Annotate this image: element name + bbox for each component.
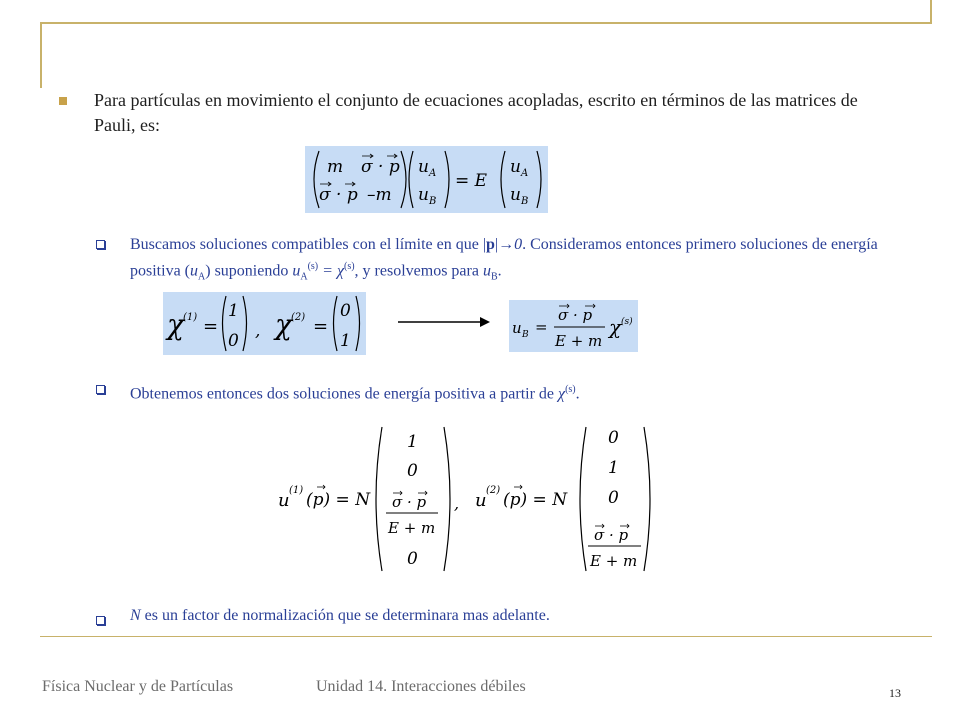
vector-uB-sub: B bbox=[429, 196, 437, 207]
u1-row4: 0 bbox=[407, 549, 418, 569]
sub3-text: es un factor de normalización que se determinara mas adelante. bbox=[140, 607, 550, 624]
rhs-uA: u bbox=[510, 157, 521, 177]
sub1-chi-sup: (s) bbox=[343, 261, 355, 272]
rhs-uA-sub: A bbox=[521, 168, 529, 179]
chi2-eq: = bbox=[313, 316, 329, 337]
uB-symbol: u bbox=[512, 319, 522, 337]
chi1-sup: (1) bbox=[183, 312, 198, 323]
sub1-zero: 0 bbox=[514, 236, 523, 253]
sub3-N: N bbox=[130, 607, 141, 624]
chi-definitions-box bbox=[163, 292, 366, 355]
uB-denominator: E + m bbox=[555, 332, 603, 350]
page-number: 13 bbox=[889, 686, 901, 700]
slide-frame-bottom bbox=[40, 636, 932, 637]
main-bullet-text: Para partículas en movimiento el conjunto de ecuaciones acopladas, escrito en términos de las matrices de Pauli, es: bbox=[94, 90, 858, 135]
spinor-solutions-svg bbox=[276, 423, 656, 575]
vector-uB: u bbox=[418, 185, 429, 205]
chi2-sup: (2) bbox=[291, 312, 306, 323]
coupled-equations-svg bbox=[305, 146, 548, 213]
sub1-uB-sub: B bbox=[490, 271, 498, 283]
square-bullet-icon bbox=[59, 97, 67, 105]
sub1-part4: ) suponiendo bbox=[205, 262, 293, 280]
matrix-minus-m: –m bbox=[367, 185, 392, 205]
chi-definitions-svg bbox=[163, 292, 366, 355]
u2-symbol: u bbox=[475, 490, 487, 511]
uB-sub: B bbox=[522, 330, 529, 340]
sub1-uA-sub: A bbox=[198, 271, 206, 283]
matrix-sigma-p-2: σ · p bbox=[319, 185, 358, 205]
sub2-chi-sup: (s) bbox=[565, 384, 576, 395]
sub1-chi: χ bbox=[336, 262, 344, 280]
rhs-uB-sub: B bbox=[521, 196, 529, 207]
uB-chi: χ bbox=[609, 315, 622, 339]
footer-unit: Unidad 14. Interacciones débiles bbox=[316, 678, 526, 695]
uB-equation-box bbox=[509, 300, 638, 352]
sub1-part1: Buscamos soluciones compatibles con el límite en que | bbox=[130, 236, 487, 253]
slide-frame-top bbox=[40, 22, 932, 24]
uB-chi-sup: (s) bbox=[621, 317, 633, 327]
u2-arg: (p) = N bbox=[503, 490, 568, 510]
rhs-uB: u bbox=[510, 185, 521, 205]
sub2-end: . bbox=[575, 385, 580, 403]
sub-bullet-3-text bbox=[130, 605, 910, 627]
u1-row2: 0 bbox=[407, 461, 418, 481]
u2-row1: 0 bbox=[608, 428, 619, 448]
uB-eq: = bbox=[535, 318, 548, 336]
sub-bullet-1-text bbox=[130, 234, 910, 289]
chi1-bottom: 0 bbox=[228, 331, 239, 351]
hollow-square-bullet-icon bbox=[96, 385, 105, 394]
sub2-text: Obtenemos entonces dos soluciones de energía positiva a partir de bbox=[130, 385, 559, 403]
chi2-bottom: 1 bbox=[340, 331, 351, 351]
sub1-uA2: u bbox=[292, 262, 301, 280]
sub1-part3: . Consideramos entonces primero soluciones de energía positiva ( bbox=[130, 236, 878, 280]
equals-E: = E bbox=[455, 171, 488, 191]
u2-row2: 1 bbox=[608, 458, 619, 478]
coupled-equations-box bbox=[305, 146, 548, 213]
u2-denominator: E + m bbox=[590, 552, 638, 570]
sub2-chi: χ bbox=[558, 385, 566, 403]
u1-row1: 1 bbox=[407, 432, 418, 452]
footer-course: Física Nuclear y de Partículas bbox=[42, 678, 234, 695]
hollow-square-bullet-icon bbox=[96, 240, 105, 249]
chi1-top: 1 bbox=[228, 301, 239, 321]
vector-uA: u bbox=[418, 157, 429, 177]
u1-arg: (p) = N bbox=[306, 490, 371, 510]
sub1-uA2-sup: (s) bbox=[307, 261, 319, 272]
uB-equation-svg bbox=[509, 300, 638, 352]
u1-symbol: u bbox=[278, 490, 290, 511]
u-comma: , bbox=[454, 494, 460, 513]
matrix-m: m bbox=[327, 157, 344, 177]
u1-numerator: σ · p bbox=[392, 493, 427, 511]
hollow-square-bullet-icon bbox=[96, 616, 105, 625]
u1-denominator: E + m bbox=[388, 519, 436, 537]
uB-numerator: σ · p bbox=[558, 306, 593, 324]
sub1-part6: , y resolvemos para bbox=[354, 262, 483, 280]
u2-sup: (2) bbox=[486, 485, 501, 496]
sub1-uB: u bbox=[482, 262, 491, 280]
u2-row3: 0 bbox=[608, 488, 619, 508]
spinor-solutions-equation bbox=[276, 423, 656, 575]
sub1-part5: = bbox=[318, 262, 337, 280]
slide-frame-left bbox=[40, 22, 42, 88]
u2-numerator: σ · p bbox=[594, 526, 629, 544]
sub-bullet-2-text bbox=[130, 379, 910, 405]
matrix-sigma-p-1: σ · p bbox=[361, 157, 400, 177]
chi-comma: , bbox=[255, 321, 261, 341]
chi2-symbol: χ bbox=[275, 308, 292, 341]
sub1-bold-p: p bbox=[486, 236, 495, 253]
sub1-uA: u bbox=[190, 262, 198, 280]
u1-sup: (1) bbox=[289, 485, 304, 496]
vector-uA-sub: A bbox=[429, 168, 437, 179]
slide-frame-right bbox=[930, 0, 932, 24]
sub1-part7: . bbox=[497, 262, 502, 280]
chi1-symbol: χ bbox=[167, 308, 184, 341]
right-arrow-icon bbox=[396, 314, 492, 330]
sub1-uA2-sub: A bbox=[300, 271, 308, 283]
sub1-part2: |→ bbox=[494, 236, 515, 253]
chi2-top: 0 bbox=[340, 301, 351, 321]
chi1-eq: = bbox=[203, 316, 219, 337]
